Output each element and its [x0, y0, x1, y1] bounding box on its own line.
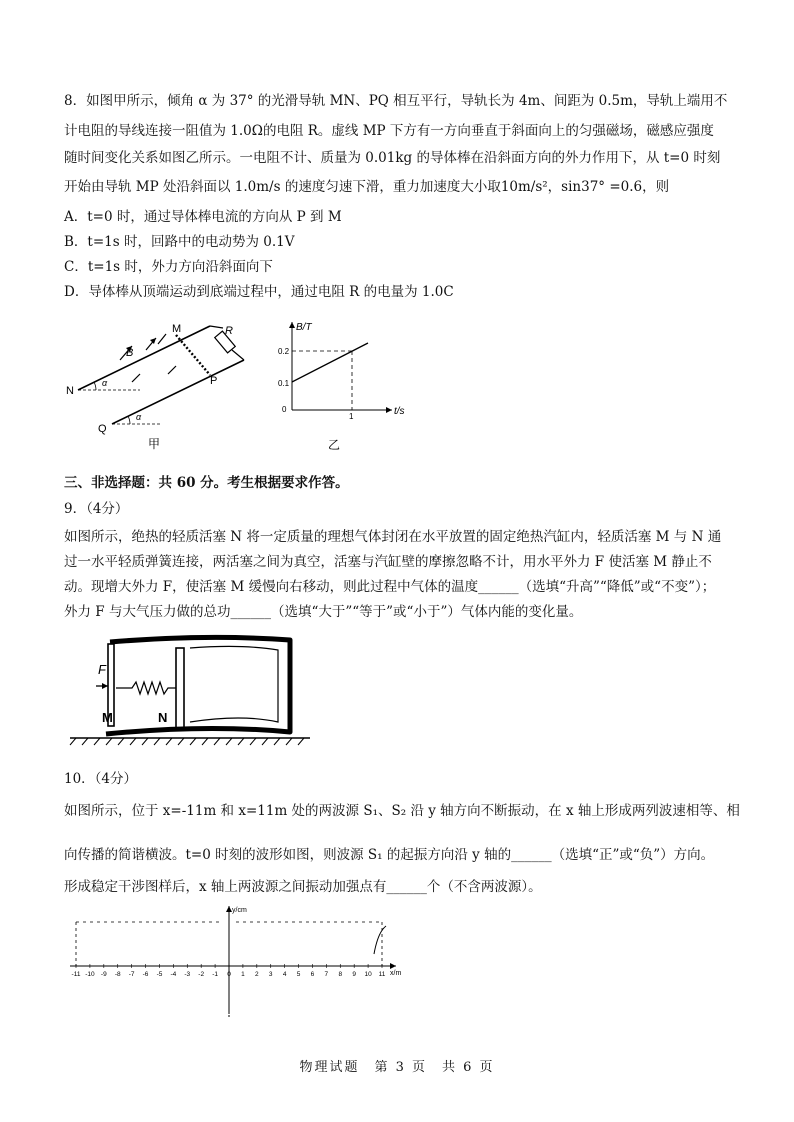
x-tick-label: -2 — [198, 971, 205, 978]
axis-label-t: t/s — [394, 406, 405, 417]
q10-line3: 形成稳定干涉图样后，x 轴上两波源之间振动加强点有______个（不含两波源）。 — [64, 879, 542, 895]
label-p: P — [210, 375, 218, 387]
label-n: N — [66, 385, 74, 397]
x-tick-label: -6 — [142, 971, 149, 978]
q9-header: 9．（4分） — [64, 501, 129, 517]
figure-waves — [62, 902, 412, 1020]
caption-yi: 乙 — [328, 438, 341, 452]
q8-line4: 开始由导轨 MP 处沿斜面以 1.0m/s 的速度匀速下滑，重力加速度大小取10m/s²，sin37° =0.6，则 — [64, 179, 670, 195]
x-tick-label: 4 — [282, 971, 287, 978]
ytick-0-2: 0.2 — [278, 347, 290, 356]
label-b: B — [126, 347, 134, 359]
axis-label-b: B/T — [296, 322, 312, 333]
q10-line2: 向传播的简谐横波。t=0 时刻的波形如图，则波源 S₁ 的起振方向沿 y 轴的______（选填“正”或“负”）方向。 — [64, 847, 715, 863]
ytick-0-1: 0.1 — [278, 379, 290, 388]
q8-option-b: B．t=1s 时，回路中的电动势为 0.1V — [64, 234, 295, 250]
q10-line1: 如图所示，位于 x=-11m 和 x=11m 处的两波源 S₁、S₂ 沿 y 轴方向不断振动，在 x 轴上形成两列波速相等、相 — [64, 803, 740, 819]
caption-jia: 甲 — [148, 437, 161, 451]
x-tick-label: -9 — [100, 971, 107, 978]
q8-option-d: D．导体棒从顶端运动到底端过程中，通过电阻 R 的电量为 1.0C — [64, 284, 454, 300]
label-alpha-top: α — [102, 378, 108, 388]
label-piston-m: M — [102, 710, 113, 725]
q9-line4: 外力 F 与大气压力做的总功______（选填“大于”“等于”或“小于”）气体内能的变化量。 — [64, 604, 583, 620]
x-tick-label: 0 — [227, 971, 231, 978]
x-tick-label: 10 — [364, 971, 372, 978]
q9-line3: 动。现增大外力 F，使活塞 M 缓慢向右移动，则此过程中气体的温度______（选填“升高”“降低”或“不变”）； — [64, 579, 716, 595]
label-f: F — [98, 662, 106, 677]
x-tick-label: 8 — [338, 971, 343, 978]
q9-line2: 过一水平轻质弹簧连接，两活塞之间为真空，活塞与汽缸壁的摩擦忽略不计，用水平外力 F 使活塞 M 静止不 — [64, 554, 712, 570]
figure-jia — [60, 318, 260, 453]
x-tick-label: 3 — [268, 971, 273, 978]
figure-cylinder — [66, 628, 316, 746]
axis-label-y: y/cm — [232, 907, 247, 914]
label-alpha-bottom: α — [136, 412, 142, 422]
axis-label-x: x/m — [390, 970, 402, 977]
x-tick-label: 1 — [241, 971, 245, 978]
q9-line1: 如图所示，绝热的轻质活塞 N 将一定质量的理想气体封闭在水平放置的固定绝热汽缸内，轻质活塞 M 与 N 通 — [64, 529, 722, 545]
x-tick-label: -5 — [156, 971, 163, 978]
x-tick-label: -7 — [128, 971, 135, 978]
page-footer: 物理试题 第 3 页 共 6 页 — [299, 1060, 495, 1075]
section-3-title: 三、非选择题：共 60 分。考生根据要求作答。 — [64, 475, 349, 491]
figure-yi — [278, 318, 418, 453]
q8-line2: 计电阻的导线连接一阻值为 1.0Ω的电阻 R。虚线 MP 下方有一方向垂直于斜面向上的匀强磁场，磁感应强度 — [64, 123, 714, 139]
x-tick-label: -3 — [184, 971, 191, 978]
q8-line1: 8．如图甲所示，倾角 α 为 37° 的光滑导轨 MN、PQ 相互平行，导轨长为 4m、间距为 0.5m，导轨上端用不 — [64, 93, 728, 109]
x-tick-label: -8 — [114, 971, 121, 978]
x-tick-label: 2 — [255, 971, 259, 978]
x-tick-label: 6 — [310, 971, 315, 978]
x-tick-label: 5 — [296, 971, 301, 978]
label-r: R — [225, 325, 233, 337]
label-q: Q — [98, 423, 107, 435]
label-m: M — [172, 323, 182, 335]
x-tick-label: -11 — [71, 971, 81, 978]
x-tick-label: 7 — [324, 971, 329, 978]
x-tick-label: -1 — [212, 971, 218, 978]
q10-header: 10．（4分） — [64, 771, 138, 787]
q8-option-a: A．t=0 时，通过导体棒电流的方向从 P 到 M — [64, 209, 342, 225]
x-tick-label: -4 — [170, 971, 177, 978]
b-t-line — [292, 343, 368, 382]
q8-line3: 随时间变化关系如图乙所示。一电阻不计、质量为 0.01kg 的导体棒在沿斜面方向的外力作用下，从 t=0 时刻 — [64, 150, 721, 166]
label-piston-n: N — [158, 710, 168, 725]
x-tick-label: 11 — [378, 971, 386, 978]
origin-label: 0 — [282, 405, 287, 414]
x-tick-label: -10 — [85, 971, 95, 978]
xtick-1: 1 — [349, 412, 354, 421]
x-tick-label: 9 — [352, 971, 356, 978]
q8-option-c: C．t=1s 时，外力方向沿斜面向下 — [64, 259, 273, 275]
